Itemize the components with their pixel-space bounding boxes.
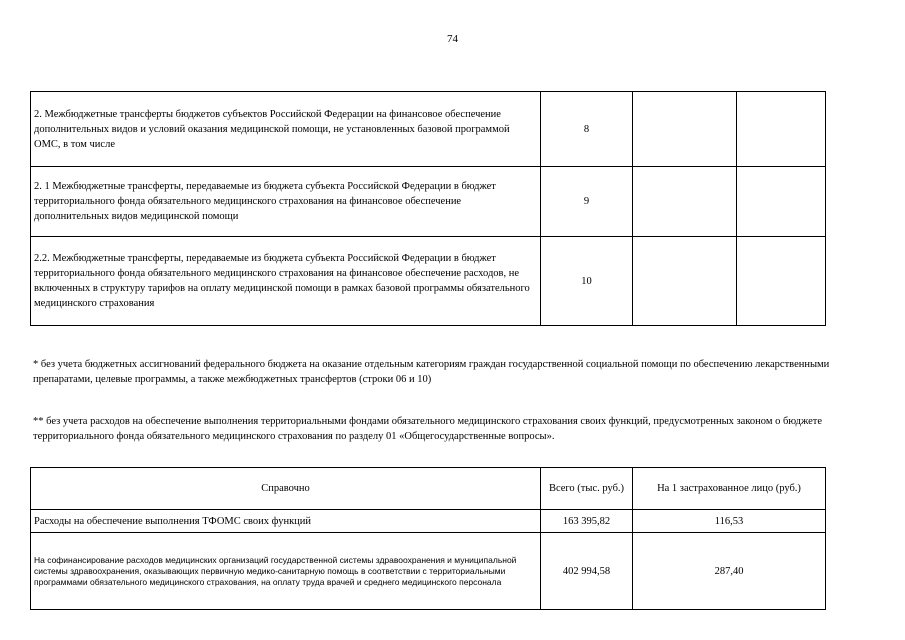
header-reference: Справочно [31, 468, 541, 510]
empty-cell [737, 167, 826, 237]
empty-cell [633, 167, 737, 237]
financing-table [30, 91, 826, 326]
row-per-person: 116,53 [633, 510, 826, 533]
header-per-person: На 1 застрахованное лицо (руб.) [633, 468, 826, 510]
row-label: На софинансирование расходов медицинских организаций государственной системы здравоохранения и муниципальной системы здравоохранения, оказывающих первичную медико-санитарную помощь в соответствии с территориальными программами обязательного медицинского страхования, на оплату труда врачей и среднего медицинского персонала [31, 533, 541, 610]
table-row [31, 237, 826, 326]
table-row [31, 92, 826, 167]
row-code: 8 [541, 92, 633, 167]
table-header-row [31, 468, 826, 510]
empty-cell [633, 237, 737, 326]
table-row [31, 533, 826, 610]
row-description: 2. Межбюджетные трансферты бюджетов субъектов Российской Федерации на финансовое обеспечение дополнительных видов и условий оказания медицинской помощи, не установленных базовой программой ОМС, в том числе [31, 92, 541, 167]
empty-cell [633, 92, 737, 167]
row-description: 2. 1 Межбюджетные трансферты, передаваемые из бюджета субъекта Российской Федерации в бюджет территориального фонда обязательного медицинского страхования на финансовое обеспечение дополнительных видов медицинской помощи [31, 167, 541, 237]
row-per-person: 287,40 [633, 533, 826, 610]
footnote-1: * без учета бюджетных ассигнований федерального бюджета на оказание отдельным категориям граждан государственной социальной помощи по обеспечению лекарственными препаратами, целевые программы, а также межбюджетных трансфертов (строки 06 и 10) [33, 359, 830, 385]
row-total: 163 395,82 [541, 510, 633, 533]
row-description: 2.2. Межбюджетные трансферты, передаваемые из бюджета субъекта Российской Федерации в бюджет территориального фонда обязательного медицинского страхования на финансовое обеспечение расходов, не включенных в структуру тарифов на оплату медицинской помощи в рамках базовой программы обязательного медицинского страхования [31, 237, 541, 326]
header-total: Всего (тыс. руб.) [541, 468, 633, 510]
row-label: Расходы на обеспечение выполнения ТФОМС своих функций [31, 510, 541, 533]
row-code: 10 [541, 237, 633, 326]
reference-table [30, 467, 826, 610]
row-total: 402 994,58 [541, 533, 633, 610]
footnote-2: ** без учета расходов на обеспечение выполнения территориальными фондами обязательного медицинского страхования своих функций, предусмотренных законом о бюджете территориального фонда обязательного медицинского страхования по разделу 01 «Общегосударственные вопросы». [33, 416, 822, 442]
empty-cell [737, 237, 826, 326]
page-number: 74 [447, 33, 458, 45]
table-row [31, 167, 826, 237]
table-row [31, 510, 826, 533]
row-code: 9 [541, 167, 633, 237]
empty-cell [737, 92, 826, 167]
